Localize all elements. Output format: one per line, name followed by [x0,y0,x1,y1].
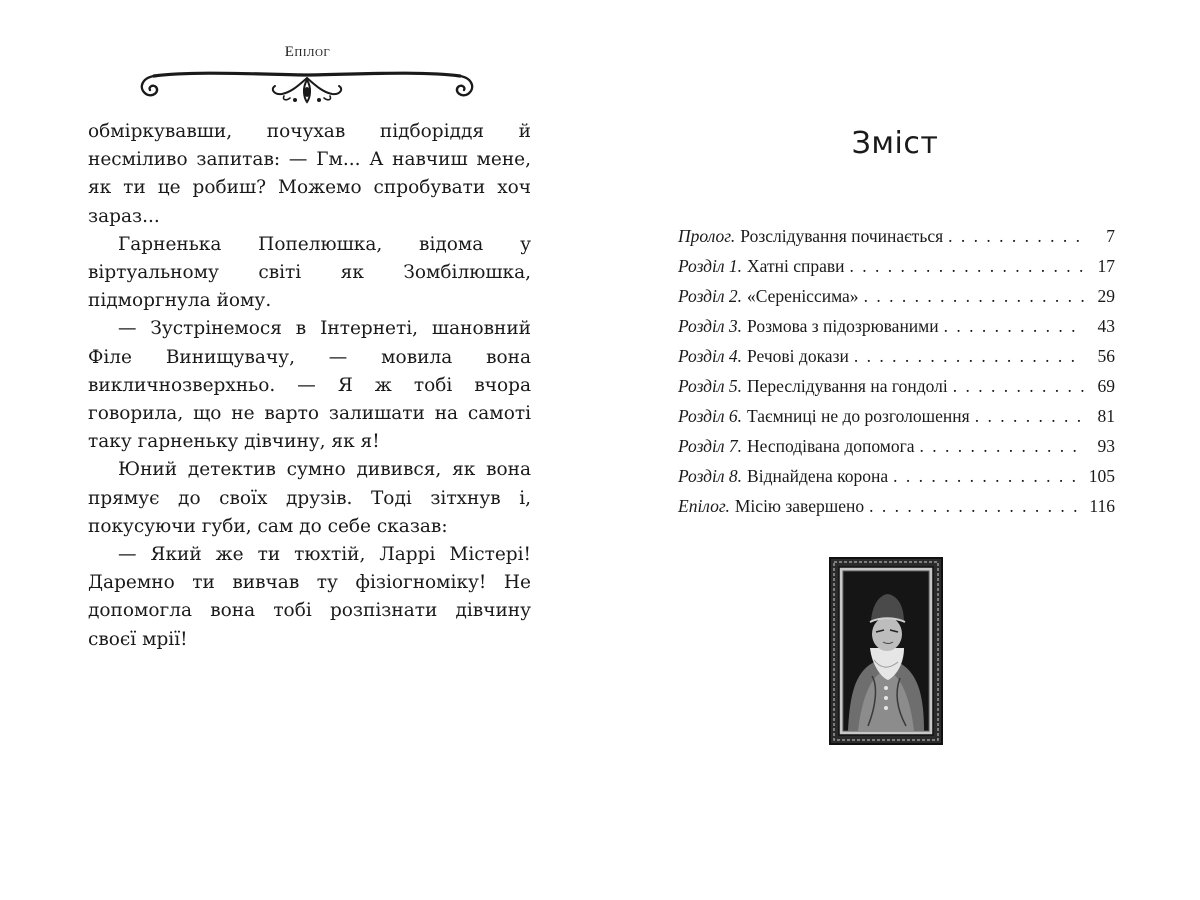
toc-entry[interactable] [678,436,1115,466]
toc-page-number: 56 [1097,346,1115,366]
dot-leader [869,496,1084,517]
toc-title: Зміст [851,126,939,161]
toc-entry[interactable] [678,286,1115,316]
toc-page-number: 116 [1089,496,1115,516]
framed-portrait-illustration [828,556,944,746]
toc-title-text: Таємниці не до розголошення [747,406,970,426]
dot-leader [948,226,1084,247]
toc-entry[interactable] [678,466,1115,496]
dot-leader [893,466,1084,487]
toc-page-number: 7 [1106,226,1115,246]
dot-leader [975,406,1084,427]
toc-page-number: 43 [1097,316,1115,336]
toc-entry[interactable] [678,346,1115,376]
dot-leader [864,286,1084,307]
toc-title-text: Віднайдена корона [747,466,889,486]
toc-label: Розділ 7. [678,436,743,456]
dot-leader [953,376,1084,397]
toc-entry[interactable] [678,226,1115,256]
toc-entry[interactable] [678,406,1115,436]
paragraph: — Який же ти тюхтій, Ларрі Містері! Даремно ти вивчав ту фізіогноміку! Не допомогла вона тобі розпізнати дівчину своєї мрії! [88,544,531,650]
paragraph: обміркувавши, почухав підборіддя й несміливо запитав: — Гм... А навчиш мене, як ти це робиш? Можемо спробувати хоч зараз... [88,121,531,227]
toc-title-text: Хатні справи [747,256,845,276]
toc-title-text: «Сереніссима» [747,286,859,306]
toc-label: Розділ 2. [678,286,743,306]
paragraph: Юний детектив сумно дивився, як вона прямує до своїх друзів. Тоді зітхнув і, покусуючи губи, сам до себе сказав: [88,459,531,537]
toc-label: Розділ 5. [678,376,743,396]
dot-leader [944,316,1084,337]
toc-entry[interactable] [678,256,1115,286]
body-text [88,118,531,654]
table-of-contents [678,226,1115,526]
toc-title-text: Речові докази [747,346,849,366]
dot-leader [850,256,1084,277]
toc-entry[interactable] [678,376,1115,406]
toc-page-number: 29 [1097,286,1115,306]
dot-leader [854,346,1084,367]
paragraph: — Зустрінемося в Інтернеті, шановний Філе Винищувачу, — мовила вона викличнозверхньо. — Я ж тобі вчора говорила, що не варто залишати на самоті таку гарненьку дівчину, як я! [88,318,531,453]
ornament-divider [132,68,482,108]
toc-entry[interactable] [678,316,1115,346]
toc-page-number: 69 [1097,376,1115,396]
running-head: Епілог [284,44,331,60]
paragraph: Гарненька Попелюшка, відома у віртуальному світі як Зомбілюшка, підморгнула йому. [88,233,531,312]
toc-label: Пролог. [678,226,736,246]
toc-page-number: 105 [1088,466,1115,486]
toc-title-text: Розмова з підозрюваними [747,316,939,336]
toc-page-number: 93 [1097,436,1115,456]
toc-page-number: 17 [1097,256,1115,276]
toc-label: Розділ 3. [678,316,743,336]
right-page [600,0,1200,900]
toc-label: Розділ 4. [678,346,743,366]
toc-label: Розділ 8. [678,466,743,486]
toc-label: Розділ 6. [678,406,743,426]
toc-title-text: Розслідування починається [740,226,944,246]
toc-entry[interactable] [678,496,1115,526]
toc-title-text: Переслідування на гондолі [747,376,948,396]
toc-label: Розділ 1. [678,256,743,276]
toc-page-number: 81 [1097,406,1115,426]
toc-title-text: Несподівана допомога [747,436,915,456]
toc-title-text: Місію завершено [734,496,865,516]
dot-leader [920,436,1084,457]
toc-label: Епілог. [678,496,730,516]
